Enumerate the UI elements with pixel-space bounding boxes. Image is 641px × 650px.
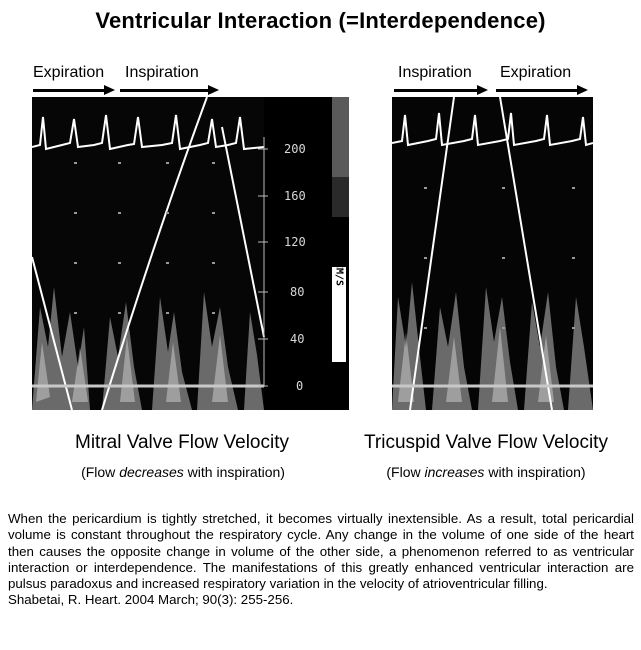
left-inspiration-arrow [120,89,209,92]
citation: Shabetai, R. Heart. 2004 March; 90(3): 255-256. [8,592,294,608]
body-paragraph: When the pericardium is tightly stretched, it becomes virtually inextensible. As a result, total pericardial volume is constant throughout the respiratory cycle. Any change in the volume of one side of the heart then causes the opposite change in volume of the other side, a phenomenon referred to as ventricular interaction or interdependence. The manifestations of this greatly enhanced ventricular interaction are pulsus paradoxus and increased respiratory variation in the velocity of atrioventricular filling. [8,511,634,592]
right-phase-expiration-label: Expiration [500,64,572,81]
mitral-doppler-image [32,97,349,410]
mitral-subcaption: (Flow decreases with inspiration) [81,464,285,480]
scale-tick-160: 160 [284,189,306,203]
tricuspid-subcaption: (Flow increases with inspiration) [386,464,586,480]
scale-tick-120: 120 [284,235,306,249]
tricuspid-caption: Tricuspid Valve Flow Velocity [364,432,608,453]
explanatory-paragraph [8,511,634,609]
scale-tick-80: 80 [290,285,305,299]
right-inspiration-arrow [394,89,478,92]
left-expiration-arrow [33,89,105,92]
tricuspid-doppler-trace [392,97,593,410]
mitral-caption: Mitral Valve Flow Velocity [75,432,289,453]
tricuspid-doppler-image [392,97,593,410]
page-title: Ventricular Interaction (=Interdependence) [95,8,546,33]
left-phase-inspiration-label: Inspiration [125,64,199,81]
scale-tick-40: 40 [290,332,305,346]
mitral-doppler-trace [32,97,349,410]
right-expiration-arrow [496,89,578,92]
scale-unit-label: +CM/S [333,255,345,287]
scale-tick-200: 200 [284,142,306,156]
scale-tick-0: 0 [296,379,304,393]
right-phase-inspiration-label: Inspiration [398,64,472,81]
left-phase-expiration-label: Expiration [33,64,105,81]
